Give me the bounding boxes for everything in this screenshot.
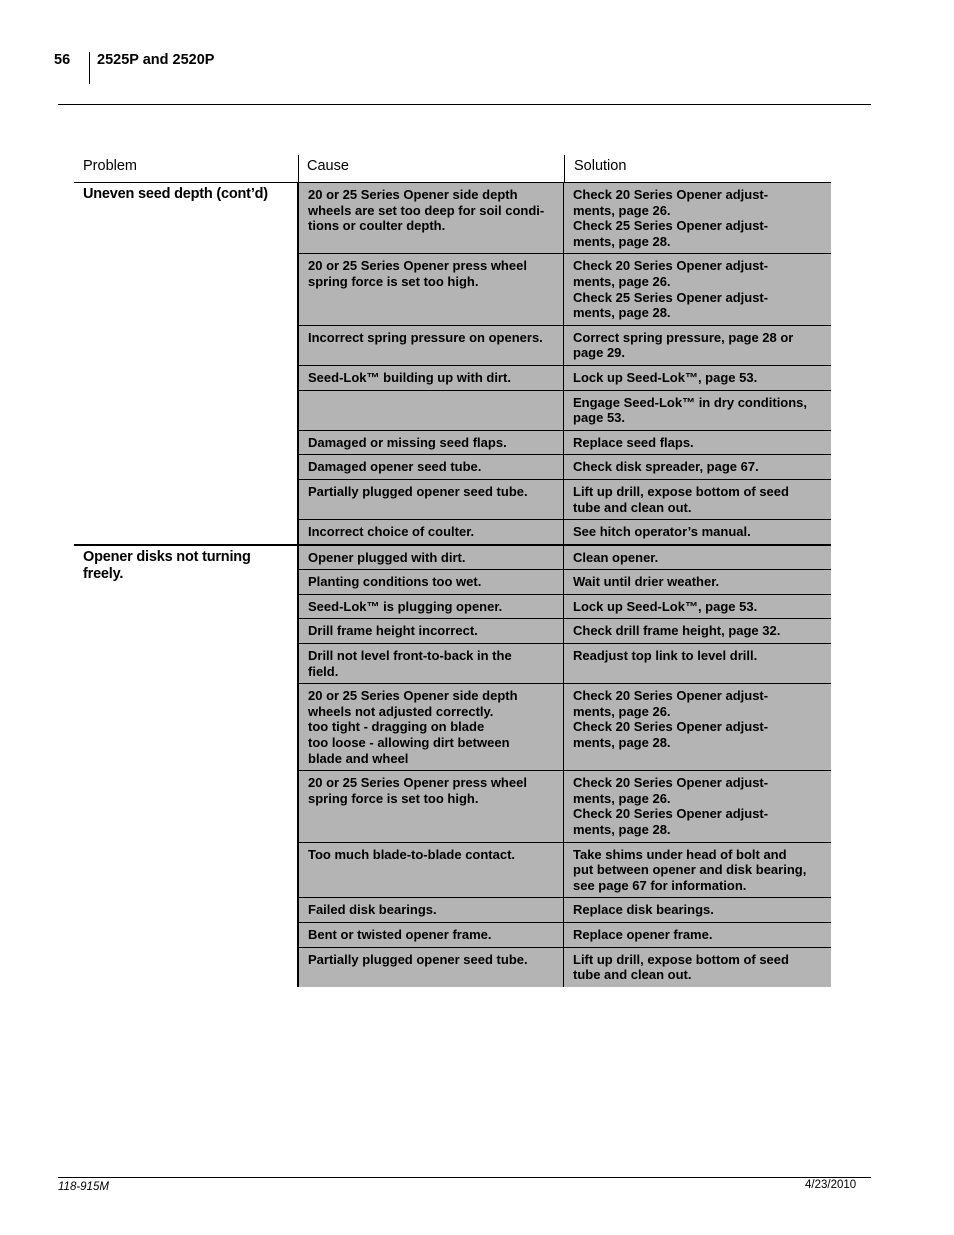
solution-cell: Replace seed flaps. bbox=[573, 434, 694, 450]
problem-group bbox=[74, 182, 831, 544]
page-number: 56 bbox=[54, 52, 71, 68]
cause-cell: 20 or 25 Series Opener side depth wheels are set too deep for soil condi- tions or coulter depth. bbox=[299, 183, 564, 253]
table-row bbox=[299, 365, 831, 390]
solution-cell: Check 20 Series Opener adjust- ments, page 26. Check 20 Series Opener adjust- ments, page 28. bbox=[573, 775, 769, 837]
cause-cell: Failed disk bearings. bbox=[299, 898, 564, 922]
solution-cell: Check disk spreader, page 67. bbox=[573, 459, 759, 475]
table-row bbox=[299, 454, 831, 479]
table-row bbox=[299, 594, 831, 619]
cause-cell: Too much blade-to-blade contact. bbox=[299, 843, 564, 898]
solution-cell: Check 20 Series Opener adjust- ments, page 26. Check 25 Series Opener adjust- ments, page 28. bbox=[573, 258, 769, 321]
table-row bbox=[299, 947, 831, 987]
header-divider bbox=[89, 52, 90, 84]
solution-cell: Check 20 Series Opener adjust- ments, page 26. Check 20 Series Opener adjust- ments, page 28. bbox=[573, 688, 769, 751]
table-row bbox=[299, 618, 831, 643]
solution-cell: Engage Seed-Lok™ in dry conditions, page 53. bbox=[573, 394, 808, 426]
table-row bbox=[299, 479, 831, 519]
cause-cell: Incorrect choice of coulter. bbox=[299, 520, 564, 544]
solution-cell: Take shims under head of bolt and put between opener and disk bearing, see page 67 for information. bbox=[573, 846, 807, 893]
problem-cell: Uneven seed depth (cont’d) bbox=[83, 186, 268, 202]
footer-rule bbox=[58, 1177, 871, 1178]
column-header-problem: Problem bbox=[83, 158, 137, 174]
table-row bbox=[299, 770, 831, 841]
solution-cell: Check 20 Series Opener adjust- ments, page 26. Check 25 Series Opener adjust- ments, page 28. bbox=[573, 187, 769, 249]
cause-cell: Seed-Lok™ building up with dirt. bbox=[299, 366, 564, 390]
cause-cell: 20 or 25 Series Opener side depth wheels not adjusted correctly. too tight - dragging on blade too loose - allowing dirt between blade and wheel bbox=[299, 684, 564, 770]
table-row bbox=[299, 842, 831, 898]
cause-cell: Planting conditions too wet. bbox=[299, 570, 564, 594]
solution-cell: Check drill frame height, page 32. bbox=[573, 623, 781, 639]
publication-date: 4/23/2010 bbox=[805, 1179, 857, 1191]
solution-cell: Clean opener. bbox=[573, 549, 659, 565]
cause-cell: Partially plugged opener seed tube. bbox=[299, 948, 564, 987]
solution-cell: Lift up drill, expose bottom of seed tube and clean out. bbox=[573, 951, 789, 983]
cause-solution-rows bbox=[297, 546, 831, 987]
table-row bbox=[299, 519, 831, 544]
column-header-solution: Solution bbox=[574, 158, 627, 174]
column-header-cause: Cause bbox=[307, 158, 349, 174]
table-row bbox=[299, 183, 831, 253]
table-row bbox=[299, 325, 831, 365]
table-row bbox=[299, 897, 831, 922]
cause-cell: 20 or 25 Series Opener press wheel spring force is set too high. bbox=[299, 771, 564, 841]
cause-cell: Partially plugged opener seed tube. bbox=[299, 480, 564, 519]
table-row bbox=[299, 546, 831, 570]
table-row bbox=[299, 430, 831, 455]
table-row bbox=[299, 253, 831, 324]
cause-cell: Bent or twisted opener frame. bbox=[299, 923, 564, 947]
cause-cell: Drill frame height incorrect. bbox=[299, 619, 564, 643]
table-header bbox=[74, 155, 831, 182]
cause-cell: Damaged or missing seed flaps. bbox=[299, 431, 564, 455]
cause-cell: 20 or 25 Series Opener press wheel spring force is set too high. bbox=[299, 254, 564, 324]
document-title: 2525P and 2520P bbox=[97, 52, 215, 68]
table-row bbox=[299, 569, 831, 594]
table-row bbox=[299, 683, 831, 770]
solution-cell: Lift up drill, expose bottom of seed tube and clean out. bbox=[573, 483, 789, 515]
solution-cell: Lock up Seed-Lok™, page 53. bbox=[573, 369, 758, 385]
cause-cell: Incorrect spring pressure on openers. bbox=[299, 326, 564, 365]
solution-cell: Readjust top link to level drill. bbox=[573, 648, 758, 664]
cause-cell: Seed-Lok™ is plugging opener. bbox=[299, 595, 564, 619]
solution-cell: Replace disk bearings. bbox=[573, 902, 714, 918]
problem-cell: Opener disks not turning freely. bbox=[83, 548, 251, 582]
solution-cell: Lock up Seed-Lok™, page 53. bbox=[573, 598, 758, 614]
cause-cell: Opener plugged with dirt. bbox=[299, 546, 564, 570]
problem-group bbox=[74, 544, 831, 987]
header-rule bbox=[58, 104, 871, 105]
cause-cell: Drill not level front-to-back in the field. bbox=[299, 644, 564, 683]
solution-cell: Wait until drier weather. bbox=[573, 574, 720, 590]
solution-cell: Correct spring pressure, page 28 or page 29. bbox=[573, 329, 794, 361]
troubleshooting-table bbox=[74, 155, 831, 987]
solution-cell: See hitch operator’s manual. bbox=[573, 524, 751, 540]
cause-cell: Damaged opener seed tube. bbox=[299, 455, 564, 479]
header-column-divider bbox=[298, 155, 299, 182]
table-row bbox=[299, 390, 831, 430]
document-number: 118-915M bbox=[58, 1181, 109, 1193]
table-row bbox=[299, 922, 831, 947]
table-body bbox=[74, 182, 831, 987]
solution-cell: Replace opener frame. bbox=[573, 926, 713, 942]
cause-cell bbox=[299, 391, 564, 430]
cause-solution-rows bbox=[297, 183, 831, 544]
table-row bbox=[299, 643, 831, 683]
header-column-divider bbox=[564, 155, 565, 182]
